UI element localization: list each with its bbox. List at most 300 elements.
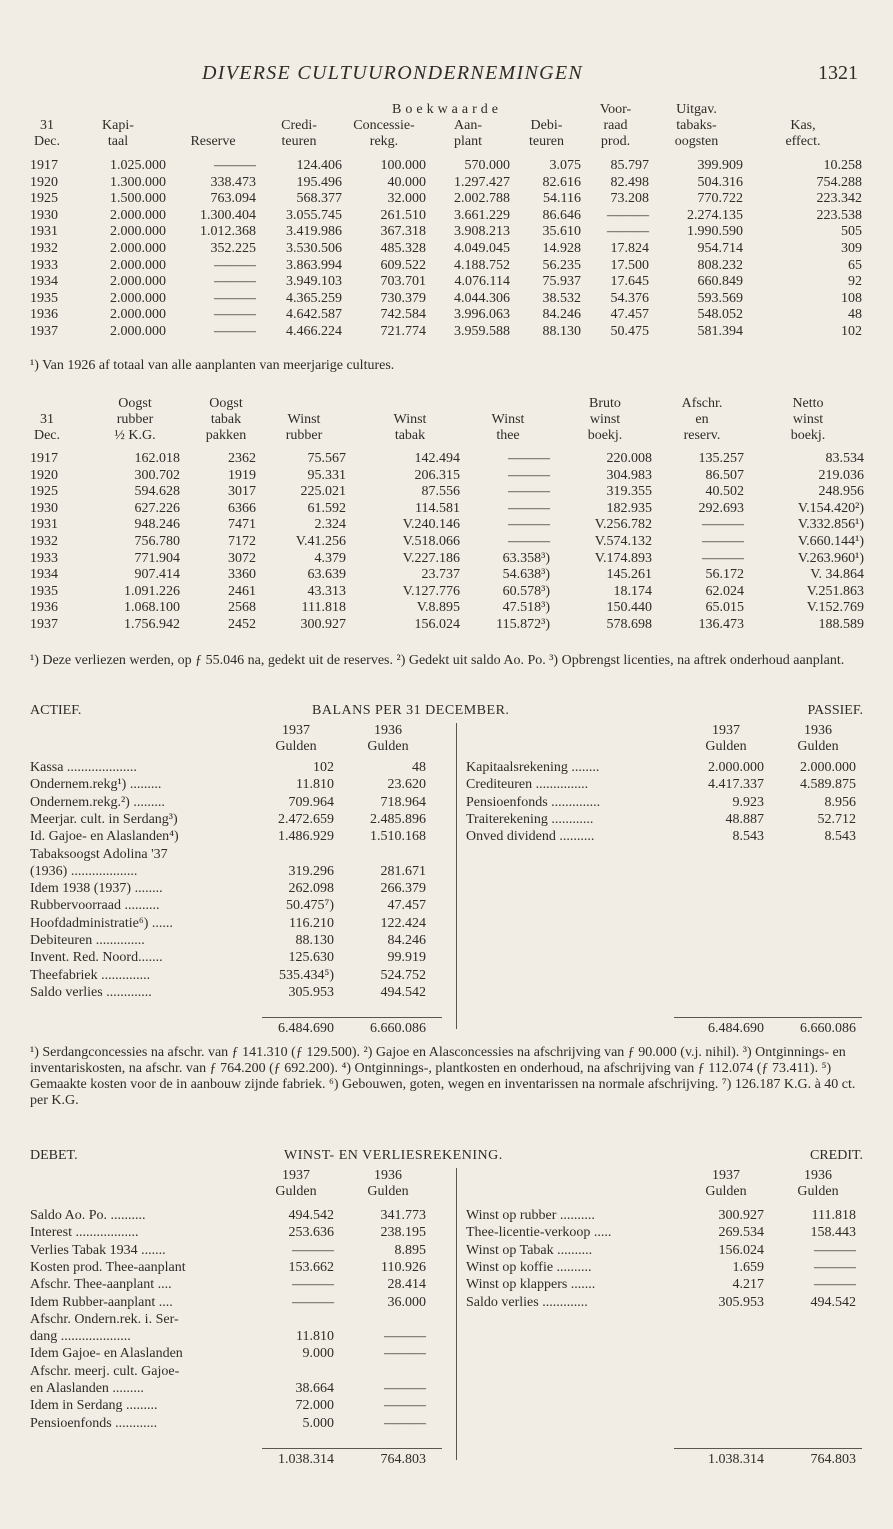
table-cell: 570.000: [464, 158, 510, 173]
row-label: Traiterekening ............: [466, 811, 594, 827]
table-cell: V.574.132: [594, 534, 652, 549]
table-cell: 1.012.368: [200, 224, 256, 240]
table-cell: 3.996.063: [454, 307, 510, 323]
column-header: taal: [107, 134, 129, 149]
table-cell: 3.055.745: [286, 207, 342, 223]
table-cell: 114.581: [415, 500, 460, 516]
table-cell: 17.824: [610, 241, 649, 256]
table-cell: 4.044.306: [454, 290, 510, 306]
value-1937: 48.887: [725, 811, 764, 827]
table-cell: 627.226: [134, 500, 180, 516]
table-cell: 142.494: [414, 451, 460, 466]
table-cell: ———: [508, 534, 550, 549]
table-cell: 1932: [30, 241, 58, 256]
value-1937: 9.000: [302, 1346, 334, 1362]
table-cell: 248.956: [818, 484, 864, 500]
table-cell: V.240.146: [402, 517, 460, 533]
column-header: rubber: [285, 428, 323, 443]
table-cell: ———: [702, 517, 744, 533]
row-label: Winst op Tabak ..........: [466, 1242, 593, 1258]
value-1936: 52.712: [817, 811, 856, 827]
total-1936: 6.660.086: [800, 1021, 856, 1036]
row-label: Pensioenfonds ............: [30, 1415, 158, 1431]
row-label: Saldo Ao. Po. ..........: [30, 1208, 146, 1223]
value-1937: 156.024: [718, 1242, 764, 1258]
value-1937: ———: [292, 1242, 334, 1258]
table-cell: 1931: [30, 224, 58, 240]
value-1936: 524.752: [380, 967, 426, 983]
table-cell: 300.702: [134, 467, 180, 483]
table-cell: 1.091.226: [124, 583, 180, 599]
table-cell: 2.000.000: [110, 274, 166, 290]
value-1936: 47.457: [387, 898, 426, 914]
left-heading: DEBET.: [30, 1148, 78, 1163]
table-cell: 35.610: [542, 224, 581, 240]
table-cell: ———: [214, 290, 256, 306]
table-cell: 73.208: [610, 191, 649, 207]
table-cell: 770.722: [697, 191, 743, 207]
table-cell: 1933: [30, 550, 58, 566]
column-header: Dec.: [33, 428, 61, 443]
column-header: thee: [496, 428, 520, 443]
column-header: Kas,: [790, 118, 816, 133]
value-1936: ———: [814, 1277, 856, 1293]
table-cell: ———: [508, 467, 550, 483]
table-cell: 108: [841, 290, 862, 306]
value-1936: 4.589.875: [800, 777, 856, 793]
table-cell: 568.377: [296, 191, 342, 207]
table-cell: V.8.895: [416, 600, 460, 616]
value-1936: 281.671: [380, 863, 426, 879]
unit-header: Gulden: [367, 1184, 409, 1199]
value-1937: 1.659: [732, 1259, 764, 1275]
table-cell: 2.002.788: [454, 191, 510, 207]
value-1937: 88.130: [295, 933, 334, 948]
value-1936: 36.000: [387, 1294, 426, 1310]
year-header: 1937: [712, 723, 740, 738]
table-cell: 3017: [228, 484, 256, 500]
table-cell: 54.376: [610, 290, 649, 306]
total-rule: [674, 1448, 862, 1449]
table-cell: 206.315: [414, 467, 460, 483]
column-header: teuren: [281, 134, 317, 149]
column-header: Debi-: [530, 118, 563, 133]
unit-header: Gulden: [797, 1184, 839, 1199]
value-1937: 319.296: [288, 863, 334, 879]
table-cell: 135.257: [698, 451, 744, 466]
table-cell: 1935: [30, 290, 58, 306]
table-cell: 14.928: [542, 241, 581, 256]
table-cell: 1.990.590: [687, 224, 743, 240]
row-label: Afschr. meerj. cult. Gajoe-: [30, 1363, 180, 1379]
unit-header: Gulden: [705, 739, 747, 754]
table-cell: 225.021: [300, 484, 346, 500]
table-cell: 3.530.506: [286, 241, 342, 256]
total-1936: 764.803: [810, 1452, 856, 1467]
table-cell: 3.661.229: [454, 207, 510, 223]
value-1937: 494.542: [288, 1208, 334, 1223]
column-header: Afschr.: [681, 396, 723, 411]
value-1937: 11.810: [296, 1329, 334, 1345]
row-label: Winst op rubber ..........: [466, 1208, 595, 1223]
table-cell: 75.567: [307, 451, 346, 466]
table-cell: 1933: [30, 257, 58, 273]
table-cell: 3360: [228, 567, 256, 583]
unit-header: Gulden: [275, 1184, 317, 1199]
total-rule: [262, 1448, 442, 1449]
table-cell: 86.507: [705, 467, 744, 483]
table-cell: 6366: [228, 500, 256, 516]
column-header: 31: [40, 412, 54, 427]
table-cell: 1.300.404: [200, 207, 256, 223]
table-cell: 367.318: [380, 224, 426, 240]
value-1937: 300.927: [718, 1208, 764, 1223]
table-cell: 124.406: [296, 158, 342, 173]
table-cell: 48: [848, 307, 862, 323]
table-cell: 1930: [30, 500, 58, 516]
table-cell: ———: [214, 158, 256, 173]
table-cell: 660.849: [697, 274, 743, 290]
value-1936: 8.895: [394, 1242, 426, 1258]
table-cell: 182.935: [606, 500, 652, 516]
table-cell: 771.904: [134, 550, 180, 566]
column-header: Bruto: [589, 396, 621, 411]
table-cell: 1.297.427: [454, 174, 510, 190]
table-cell: 88.130: [542, 324, 581, 339]
column-header: 31: [40, 118, 54, 133]
table-cell: 17.645: [610, 274, 649, 290]
value-1937: 5.000: [302, 1415, 334, 1431]
table-cell: 2.000.000: [110, 257, 166, 273]
column-header: reserv.: [683, 428, 721, 443]
row-label: Afschr. Ondern.rek. i. Ser-: [30, 1311, 179, 1327]
table-cell: 1936: [30, 600, 58, 616]
unit-header: Gulden: [797, 739, 839, 754]
value-1937: 1.486.929: [278, 829, 334, 845]
value-1936: 718.964: [380, 794, 426, 810]
table-cell: 2.000.000: [110, 290, 166, 306]
table-cell: V. 34.864: [810, 567, 864, 583]
table-cell: 756.780: [134, 534, 180, 549]
row-label: Idem in Serdang .........: [30, 1398, 158, 1414]
table-cell: 188.589: [818, 617, 864, 632]
value-1937: 9.923: [732, 794, 764, 810]
table-cell: 1925: [30, 191, 58, 207]
table-cell: 4.049.045: [454, 241, 510, 256]
table-cell: 4.188.752: [454, 257, 510, 273]
value-1937: 72.000: [295, 1398, 334, 1414]
column-header: pakken: [205, 428, 247, 443]
table-cell: 2461: [228, 583, 256, 599]
row-label: dang ....................: [30, 1329, 131, 1345]
table-cell: 136.473: [698, 617, 744, 632]
column-header: effect.: [785, 134, 821, 149]
row-label: Crediteuren ...............: [466, 777, 589, 793]
row-label: Kassa ....................: [30, 760, 137, 775]
value-1936: 158.443: [810, 1225, 856, 1241]
unit-header: Gulden: [275, 739, 317, 754]
column-header: Kapi-: [102, 118, 134, 133]
table-cell: ———: [214, 257, 256, 273]
value-1936: 494.542: [810, 1294, 856, 1310]
value-1937: ———: [292, 1277, 334, 1293]
table-cell: 2.000.000: [110, 207, 166, 223]
page-title: DIVERSE CULTUURONDERNEMINGEN: [202, 62, 583, 84]
table-cell: 1937: [30, 617, 58, 632]
table-cell: 65.015: [705, 600, 744, 616]
table-cell: 1920: [30, 467, 58, 483]
row-label: Winst op klappers .......: [466, 1277, 596, 1293]
table-cell: 319.355: [606, 484, 652, 500]
row-label: Invent. Red. Noord.......: [30, 950, 163, 966]
year-header: 1936: [804, 1168, 832, 1183]
table-cell: 40.000: [387, 174, 426, 190]
table-cell: 1931: [30, 517, 58, 533]
column-header: Winst: [287, 412, 321, 427]
value-1937: 305.953: [288, 984, 334, 1000]
table-cell: 2.000.000: [110, 307, 166, 323]
column-header: Credi-: [281, 118, 317, 133]
column-header: tabak: [210, 412, 242, 427]
value-1936: 111.818: [811, 1208, 856, 1223]
value-1937: 709.964: [288, 794, 334, 810]
total-1936: 764.803: [380, 1452, 426, 1467]
table-cell: 703.701: [380, 274, 426, 290]
table-cell: 3.863.994: [286, 257, 342, 273]
table-cell: 1934: [30, 274, 58, 290]
table-cell: 309: [841, 241, 862, 256]
row-label: (1936) ...................: [30, 863, 138, 879]
year-header: 1937: [282, 723, 310, 738]
value-1936: ———: [384, 1346, 426, 1362]
row-label: Ondernem.rekg¹) .........: [30, 777, 162, 793]
table-cell: 1930: [30, 207, 58, 223]
column-header: Voor-: [599, 102, 632, 117]
table-cell: V.152.769: [806, 600, 864, 616]
value-1936: 2.485.896: [370, 811, 426, 827]
table-cell: 721.774: [380, 324, 426, 339]
table-cell: 1917: [30, 158, 58, 173]
table-cell: 3.419.986: [286, 224, 342, 240]
column-header: Winst: [393, 412, 427, 427]
total-rule: [674, 1017, 862, 1018]
account-title: WINST- EN VERLIESREKENING.: [284, 1148, 503, 1163]
table-cell: 32.000: [387, 191, 426, 207]
column-header: ½ K.G.: [114, 428, 156, 443]
table-cell: 742.584: [380, 307, 426, 323]
table-cell: 56.172: [705, 567, 744, 583]
table-cell: 220.008: [606, 451, 652, 466]
table-cell: 907.414: [134, 567, 180, 583]
table-cell: 578.698: [606, 617, 652, 632]
row-label: Hoofdadministratie⁶) ......: [30, 915, 173, 931]
table-cell: 47.518³): [502, 600, 550, 616]
value-1937: 4.417.337: [708, 777, 764, 793]
value-1937: 253.636: [288, 1225, 334, 1241]
table-cell: 352.225: [210, 241, 256, 256]
table-cell: V.227.186: [402, 550, 460, 566]
total-1937: 6.484.690: [278, 1021, 334, 1036]
unit-header: Gulden: [367, 739, 409, 754]
value-1937: 102: [313, 760, 334, 775]
table-cell: V.41.256: [295, 534, 346, 549]
table-cell: 1.756.942: [124, 617, 180, 632]
value-1936: 48: [412, 760, 426, 775]
value-1937: 125.630: [288, 950, 334, 966]
boekwaarde-group-label: Boekwaarde: [392, 102, 502, 117]
table-cell: 754.288: [816, 174, 862, 190]
table-cell: 100.000: [380, 158, 426, 173]
table-cell: 2.274.135: [687, 207, 743, 223]
table-cell: 3.949.103: [286, 274, 342, 290]
row-label: Thee-licentie-verkoop .....: [466, 1225, 612, 1241]
table-cell: ———: [508, 517, 550, 533]
table-cell: 2568: [228, 600, 256, 616]
table-cell: V.127.776: [402, 583, 460, 599]
table-cell: 7471: [228, 517, 256, 533]
table-cell: 4.642.587: [286, 307, 342, 323]
table-cell: 23.737: [421, 567, 460, 583]
table-cell: ———: [214, 274, 256, 290]
value-1937: 2.000.000: [708, 760, 764, 775]
column-header: Aan-: [454, 118, 482, 133]
table-cell: 38.532: [542, 290, 581, 306]
footnote-balance: ¹) Serdangconcessies na afschr. van ƒ 141.310 (ƒ 129.500). ²) Gajoe en Alasconcessies na afschrijving van ƒ 90.000 (v.j. nihil). ³) Ontginnings- en inventariskosten, na afschr. van ƒ 764.200 (ƒ 692.200). ⁴) Ontginnings-, plantkosten en onderhoud, na afschrijving van ƒ 112.074 (ƒ 73.411). ⁵) Gemaakte kosten voor de in aanbouw zijnde fabriek. ⁶) Gebouwen, goten, wegen en inventarissen na normale afschrijving. ⁷) 126.187 K.G. à 40 ct. per K.G.: [30, 1045, 856, 1108]
column-header: Dec.: [33, 134, 61, 149]
column-header: Winst: [491, 412, 525, 427]
value-1936: ———: [814, 1242, 856, 1258]
table-cell: 4.466.224: [286, 324, 342, 339]
table-cell: 3.908.213: [454, 224, 510, 240]
table-cell: 2.000.000: [110, 224, 166, 240]
table-cell: 1919: [228, 467, 256, 483]
table-cell: 63.639: [307, 567, 346, 583]
table-cell: 594.628: [134, 484, 180, 500]
table-cell: 82.498: [610, 174, 649, 190]
row-label: Id. Gajoe- en Alaslanden⁴): [30, 829, 179, 845]
value-1936: 23.620: [387, 777, 426, 793]
row-label: Saldo verlies .............: [30, 984, 152, 1000]
table-cell: 2362: [228, 451, 256, 466]
value-1936: 84.246: [387, 933, 426, 948]
table-cell: 4.379: [314, 550, 346, 566]
table-cell: 1932: [30, 534, 58, 549]
table-cell: 50.475: [610, 324, 649, 339]
table-cell: 10.258: [823, 158, 862, 173]
table-cell: 43.313: [307, 583, 346, 599]
table-cell: 304.983: [606, 467, 652, 483]
year-header: 1936: [374, 723, 402, 738]
value-1937: 8.543: [732, 829, 764, 845]
table-cell: 1937: [30, 324, 58, 339]
row-label: Kosten prod. Thee-aanplant: [30, 1259, 186, 1275]
total-1936: 6.660.086: [370, 1021, 426, 1036]
table-cell: ———: [508, 500, 550, 516]
table-cell: 505: [841, 224, 862, 240]
table-cell: 223.538: [816, 207, 862, 223]
table-cell: 102: [841, 324, 862, 339]
table-cell: 1.068.100: [124, 600, 180, 616]
table-cell: ———: [214, 307, 256, 323]
table-cell: 61.592: [307, 500, 346, 516]
row-label: Interest ..................: [30, 1225, 139, 1241]
column-header: tabaks-: [676, 118, 717, 133]
value-1936: ———: [384, 1381, 426, 1396]
table-cell: 399.909: [697, 158, 743, 173]
column-header: boekj.: [587, 428, 623, 443]
table-cell: 17.500: [610, 257, 649, 273]
center-divider: [456, 1168, 457, 1460]
table-cell: 56.235: [542, 257, 581, 273]
row-label: Idem Rubber-aanplant ....: [30, 1294, 173, 1310]
total-rule: [262, 1017, 442, 1018]
table-cell: ———: [607, 224, 649, 240]
table-cell: 145.261: [606, 567, 652, 583]
right-heading: CREDIT.: [809, 1148, 863, 1163]
value-1937: 535.434⁵): [278, 967, 334, 983]
column-header: Netto: [792, 396, 824, 411]
row-label: Rubbervoorraad ..........: [30, 898, 160, 914]
table-cell: ———: [702, 534, 744, 549]
value-1937: 4.217: [732, 1277, 764, 1293]
center-divider: [456, 723, 457, 1029]
value-1936: 122.424: [380, 915, 426, 931]
column-header: Oogst: [209, 396, 243, 411]
table-cell: 40.502: [705, 484, 744, 500]
column-header: plant: [454, 134, 482, 149]
table-cell: 1.300.000: [110, 174, 166, 190]
table-cell: 82.616: [542, 174, 581, 190]
table-cell: 2452: [228, 617, 256, 632]
total-1937: 6.484.690: [708, 1021, 764, 1036]
table-cell: 3.075: [549, 158, 581, 173]
table-cell: 195.496: [296, 174, 342, 190]
table-cell: 86.646: [542, 207, 581, 223]
column-header: tabak: [394, 428, 426, 443]
row-label: Kapitaalsrekening ........: [466, 760, 600, 775]
row-label: Theefabriek ..............: [30, 967, 151, 983]
table-cell: 84.246: [542, 307, 581, 323]
column-header: Oogst: [118, 396, 152, 411]
table-cell: 485.328: [380, 241, 426, 256]
value-1937: 269.534: [718, 1225, 764, 1241]
value-1937: ———: [292, 1294, 334, 1310]
table-cell: 2.000.000: [110, 324, 166, 339]
row-label: Idem Gajoe- en Alaslanden: [30, 1346, 183, 1362]
table-cell: 4.076.114: [454, 274, 510, 290]
column-header: oogsten: [674, 134, 719, 149]
table-cell: 1.500.000: [110, 191, 166, 207]
footnote-table2: ¹) Deze verliezen werden, op ƒ 55.046 na, gedekt uit de reserves. ²) Gedekt uit saldo Ao. Po. ³) Opbrengst licenties, na aftrek onderhoud aanplant.: [30, 653, 845, 668]
table-cell: 87.556: [421, 484, 460, 500]
table-cell: 1917: [30, 451, 58, 466]
table-cell: ———: [508, 484, 550, 500]
table-cell: 300.927: [300, 617, 346, 632]
value-1937: 2.472.659: [278, 811, 334, 827]
table-cell: 609.522: [380, 257, 426, 273]
value-1936: 494.542: [380, 984, 426, 1000]
table-cell: 156.024: [414, 617, 460, 632]
column-header: Concessie-: [353, 118, 415, 133]
table-cell: 150.440: [606, 600, 652, 616]
table-cell: 115.872³): [496, 617, 550, 632]
column-header: rekg.: [369, 134, 399, 149]
value-1937: 153.662: [288, 1259, 334, 1275]
row-label: Afschr. Thee-aanplant ....: [30, 1277, 172, 1293]
value-1936: 238.195: [380, 1225, 426, 1241]
total-1937: 1.038.314: [708, 1452, 764, 1467]
table-cell: 1935: [30, 583, 58, 599]
